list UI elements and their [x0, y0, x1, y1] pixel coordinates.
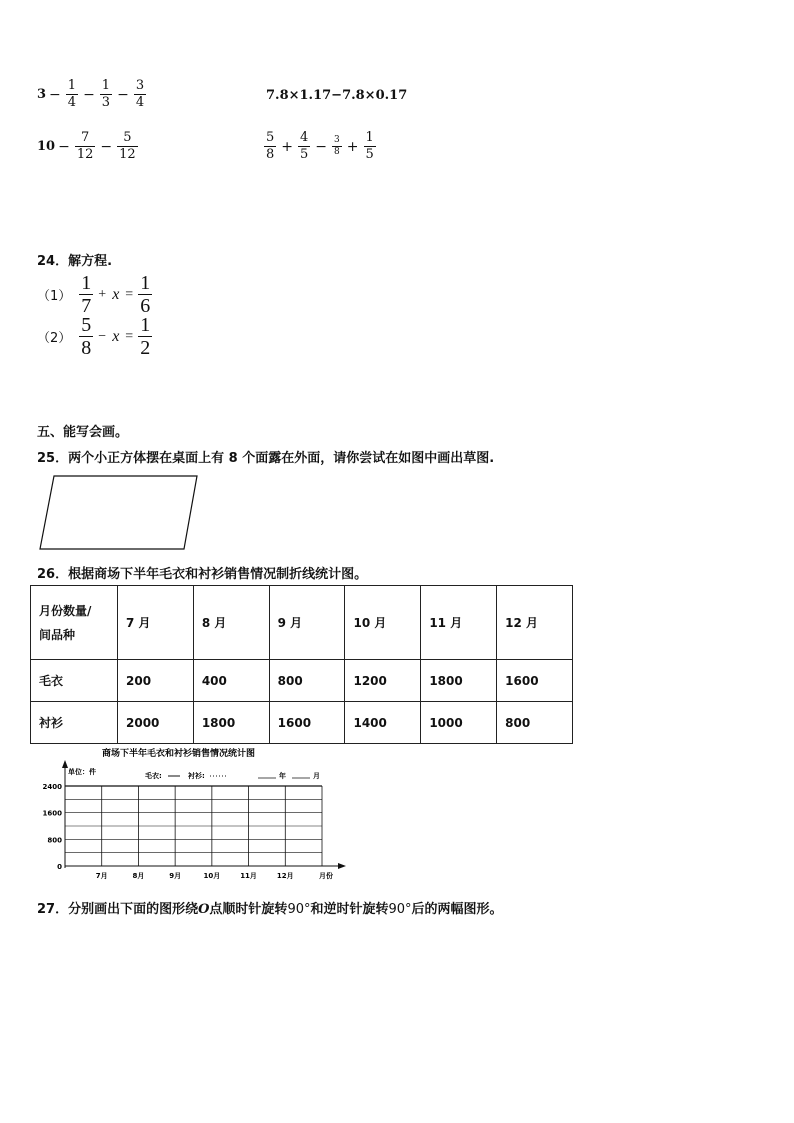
fraction: [264, 130, 276, 163]
question-25-text: 25．两个小正方体摆在桌面上有 8 个面露在外面，请你尝试在如图中画出草图.: [37, 451, 495, 466]
denominator: 4: [67, 95, 77, 110]
x-tick-label: 12月: [276, 872, 294, 880]
fraction: [79, 272, 93, 317]
equation-label: （2）: [37, 331, 72, 346]
sales-table: [30, 585, 573, 744]
operator: −: [58, 138, 70, 155]
fraction: [66, 78, 78, 111]
numerator: 1: [67, 78, 77, 93]
y-tick-label: 0: [57, 863, 62, 871]
numerator: 7: [80, 130, 90, 145]
operator: +: [98, 286, 107, 302]
denominator: 8: [81, 337, 92, 359]
denominator: 8: [334, 147, 340, 157]
month-header: 12 月: [497, 586, 573, 660]
table-cell: 1000: [421, 702, 497, 744]
question-24-title: 24．解方程.: [37, 254, 113, 269]
x-axis-arrow-icon: [338, 863, 346, 869]
row-label: 衬衫: [31, 702, 118, 744]
angle-value: 90°: [388, 902, 412, 917]
legend-month-label: 月: [313, 772, 320, 780]
q27-text-part: 后的两幅图形。: [411, 902, 503, 917]
y-tick-label: 2400: [42, 783, 62, 791]
operator: −: [98, 328, 107, 344]
x-axis-label: 月份: [319, 872, 333, 880]
fraction: [100, 78, 112, 111]
operator: +: [281, 138, 294, 155]
numerator: 3: [334, 135, 340, 145]
operator: −: [315, 138, 328, 155]
table-cell: 1800: [421, 660, 497, 702]
denominator: 2: [140, 337, 151, 359]
y-axis-arrow-icon: [62, 760, 68, 768]
parallelogram-figure: [38, 474, 200, 552]
month-header: 8 月: [193, 586, 269, 660]
expression-4: [262, 130, 378, 163]
numerator: 5: [81, 314, 92, 336]
numerator: 4: [300, 130, 309, 145]
month-header: 10 月: [345, 586, 421, 660]
denominator: 6: [140, 295, 151, 317]
point-o-label: O: [198, 902, 210, 917]
expression-1: [37, 78, 148, 111]
table-cell: 1800: [193, 702, 269, 744]
numerator: 5: [123, 130, 132, 145]
table-row: [31, 702, 573, 744]
lead-number: 3: [37, 87, 47, 102]
section-5-title: 五、能写会画。: [37, 425, 129, 440]
fraction: [79, 314, 93, 359]
table-header-row: [31, 586, 573, 660]
q27-text-part: 和逆时针旋转: [310, 902, 389, 917]
table-cell: 800: [497, 702, 573, 744]
numerator: 1: [101, 78, 111, 93]
denominator: 8: [266, 147, 275, 162]
expression-3: [37, 130, 140, 163]
x-tick-label: 8月: [132, 872, 145, 880]
chart-axis-labels: [43, 783, 333, 880]
table-cell: 1600: [497, 660, 573, 702]
denominator: 5: [365, 147, 374, 162]
equals-sign: =: [125, 328, 134, 344]
legend-shirt-label: 衬衫:: [188, 772, 205, 780]
y-tick-label: 800: [47, 836, 62, 845]
equals-sign: =: [125, 286, 134, 302]
x-tick-label: 7月: [95, 872, 108, 880]
variable: x: [112, 285, 120, 303]
table-corner-header: [31, 586, 118, 660]
denominator: 7: [81, 295, 92, 317]
table-cell: 400: [193, 660, 269, 702]
denominator: 12: [119, 147, 136, 162]
fraction: [298, 130, 310, 163]
numerator: 5: [266, 130, 275, 145]
x-tick-label: 10月: [203, 872, 221, 880]
fraction: [138, 272, 152, 317]
denominator: 4: [135, 95, 145, 110]
operator: +: [346, 138, 359, 155]
x-tick-label: 9月: [169, 872, 182, 880]
denominator: 12: [76, 147, 94, 162]
q27-text-part: 27．分别画出下面的图形绕: [37, 902, 199, 917]
header-line: 月份数量/: [39, 603, 92, 618]
operator: −: [49, 86, 61, 103]
fraction: [364, 130, 376, 163]
table-cell: 800: [269, 660, 345, 702]
legend-year-label: 年: [279, 772, 286, 780]
fraction: [134, 78, 146, 111]
month-header: 11 月: [421, 586, 497, 660]
month-header: 9 月: [269, 586, 345, 660]
lead-number: 10: [37, 139, 56, 154]
operator: −: [100, 138, 113, 155]
expression-text: 7.8×1.17−7.8×0.17: [266, 88, 408, 103]
table-row: [31, 660, 573, 702]
table-cell: 1400: [345, 702, 421, 744]
fraction: [75, 130, 96, 163]
operator: −: [83, 86, 95, 103]
table-cell: 1200: [345, 660, 421, 702]
denominator: 5: [300, 147, 309, 162]
fraction: [332, 135, 342, 158]
operator: −: [117, 86, 129, 103]
table-cell: 200: [118, 660, 194, 702]
fraction: [117, 130, 138, 163]
expression-2: [266, 88, 407, 103]
angle-value: 90°: [287, 902, 311, 917]
chart-unit-label: 单位：件: [68, 768, 96, 776]
y-tick-label: 1600: [42, 809, 62, 818]
numerator: 1: [140, 272, 151, 294]
q27-text-part: 点顺时针旋转: [209, 902, 288, 917]
equation-2: [37, 314, 154, 359]
header-line: 间品种: [39, 627, 76, 642]
question-26-text: 26．根据商场下半年毛衣和衬衫销售情况制折线统计图。: [37, 567, 368, 582]
variable: x: [112, 327, 120, 345]
fraction: [138, 314, 152, 359]
numerator: 1: [81, 272, 92, 294]
equation-1: [37, 272, 154, 317]
equation-label: （1）: [37, 289, 72, 304]
denominator: 3: [101, 95, 111, 110]
table-cell: 2000: [118, 702, 194, 744]
question-27-text: [37, 898, 503, 917]
numerator: 3: [135, 78, 145, 93]
legend-sweater-label: 毛衣:: [145, 772, 162, 780]
numerator: 1: [365, 130, 374, 145]
table-cell: 1600: [269, 702, 345, 744]
blank-line-chart: [30, 744, 360, 884]
chart-title: 商场下半年毛衣和衬衫销售情况统计图: [102, 749, 256, 759]
numerator: 1: [140, 314, 151, 336]
month-header: 7 月: [118, 586, 194, 660]
row-label: 毛衣: [31, 660, 118, 702]
x-tick-label: 11月: [240, 872, 257, 880]
